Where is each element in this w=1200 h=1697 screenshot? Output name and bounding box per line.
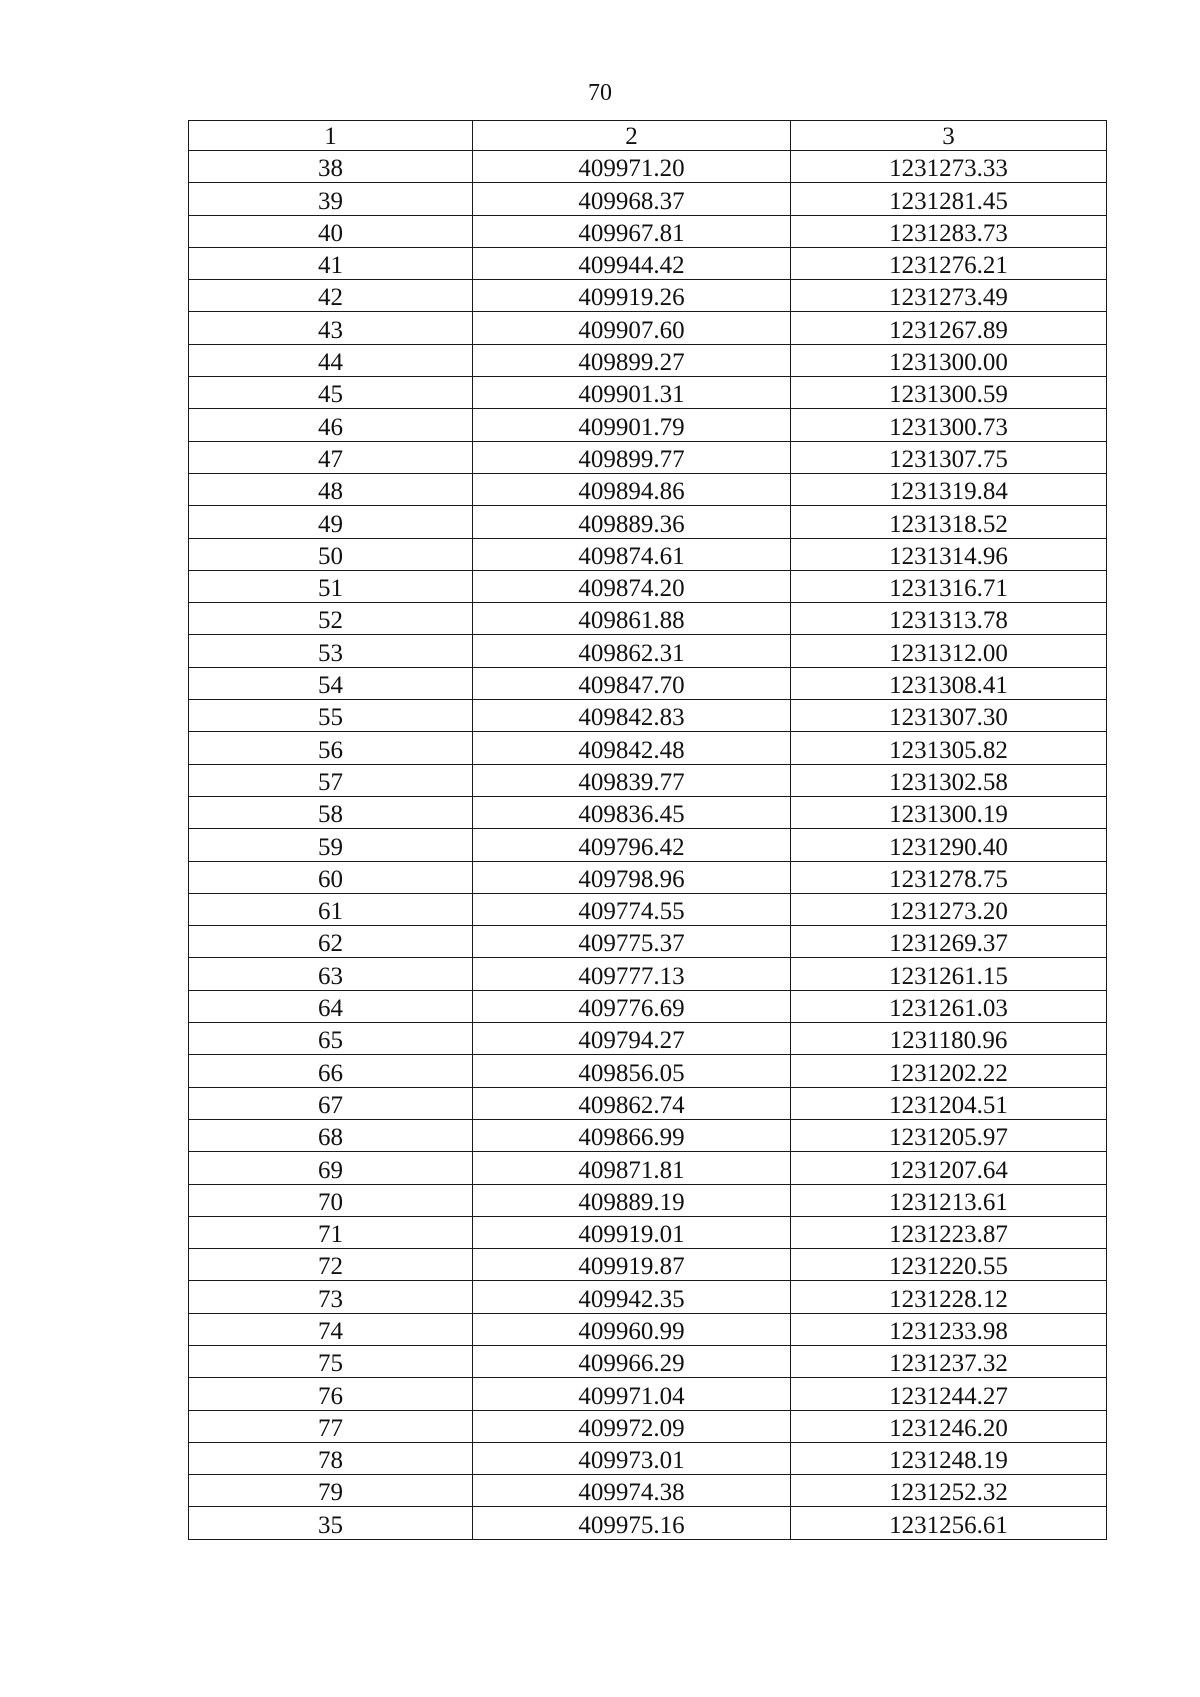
y-coordinate-cell: 1231204.51	[791, 1087, 1107, 1119]
y-coordinate-cell: 1231273.20	[791, 893, 1107, 925]
x-coordinate-cell: 409774.55	[473, 893, 791, 925]
x-coordinate-cell: 409889.19	[473, 1184, 791, 1216]
y-coordinate-cell: 1231205.97	[791, 1119, 1107, 1151]
column-header-1: 1	[189, 121, 473, 151]
y-coordinate-cell: 1231248.19	[791, 1442, 1107, 1474]
y-coordinate-cell: 1231269.37	[791, 926, 1107, 958]
table-row	[189, 829, 1107, 861]
table-row	[189, 958, 1107, 990]
x-coordinate-cell: 409899.27	[473, 344, 791, 376]
y-coordinate-cell: 1231316.71	[791, 570, 1107, 602]
point-number-cell: 45	[189, 377, 473, 409]
y-coordinate-cell: 1231312.00	[791, 635, 1107, 667]
point-number-cell: 52	[189, 603, 473, 635]
x-coordinate-cell: 409862.31	[473, 635, 791, 667]
y-coordinate-cell: 1231318.52	[791, 506, 1107, 538]
y-coordinate-cell: 1231252.32	[791, 1475, 1107, 1507]
point-number-cell: 38	[189, 151, 473, 183]
table-row	[189, 183, 1107, 215]
y-coordinate-cell: 1231283.73	[791, 215, 1107, 247]
y-coordinate-cell: 1231300.19	[791, 796, 1107, 828]
point-number-cell: 75	[189, 1345, 473, 1377]
y-coordinate-cell: 1231273.33	[791, 151, 1107, 183]
table-row	[189, 926, 1107, 958]
table-header	[189, 121, 1107, 151]
x-coordinate-cell: 409889.36	[473, 506, 791, 538]
point-number-cell: 71	[189, 1216, 473, 1248]
table-row	[189, 1152, 1107, 1184]
x-coordinate-cell: 409894.86	[473, 473, 791, 505]
point-number-cell: 66	[189, 1055, 473, 1087]
table-row	[189, 667, 1107, 699]
x-coordinate-cell: 409842.48	[473, 732, 791, 764]
table-row	[189, 377, 1107, 409]
x-coordinate-cell: 409942.35	[473, 1281, 791, 1313]
y-coordinate-cell: 1231302.58	[791, 764, 1107, 796]
y-coordinate-cell: 1231256.61	[791, 1507, 1107, 1539]
x-coordinate-cell: 409775.37	[473, 926, 791, 958]
table-row	[189, 1281, 1107, 1313]
table-row	[189, 764, 1107, 796]
point-number-cell: 54	[189, 667, 473, 699]
x-coordinate-cell: 409798.96	[473, 861, 791, 893]
y-coordinate-cell: 1231261.15	[791, 958, 1107, 990]
x-coordinate-cell: 409776.69	[473, 990, 791, 1022]
point-number-cell: 63	[189, 958, 473, 990]
point-number-cell: 40	[189, 215, 473, 247]
y-coordinate-cell: 1231290.40	[791, 829, 1107, 861]
point-number-cell: 61	[189, 893, 473, 925]
header-row	[189, 121, 1107, 151]
point-number-cell: 44	[189, 344, 473, 376]
x-coordinate-cell: 409919.01	[473, 1216, 791, 1248]
x-coordinate-cell: 409794.27	[473, 1023, 791, 1055]
table-row	[189, 990, 1107, 1022]
y-coordinate-cell: 1231202.22	[791, 1055, 1107, 1087]
table-row	[189, 441, 1107, 473]
y-coordinate-cell: 1231233.98	[791, 1313, 1107, 1345]
y-coordinate-cell: 1231313.78	[791, 603, 1107, 635]
x-coordinate-cell: 409861.88	[473, 603, 791, 635]
table-row	[189, 1087, 1107, 1119]
y-coordinate-cell: 1231267.89	[791, 312, 1107, 344]
y-coordinate-cell: 1231307.30	[791, 700, 1107, 732]
point-number-cell: 68	[189, 1119, 473, 1151]
table-row	[189, 473, 1107, 505]
point-number-cell: 41	[189, 247, 473, 279]
table-row	[189, 861, 1107, 893]
y-coordinate-cell: 1231261.03	[791, 990, 1107, 1022]
x-coordinate-cell: 409971.04	[473, 1378, 791, 1410]
point-number-cell: 48	[189, 473, 473, 505]
table-row	[189, 700, 1107, 732]
y-coordinate-cell: 1231278.75	[791, 861, 1107, 893]
x-coordinate-cell: 409856.05	[473, 1055, 791, 1087]
y-coordinate-cell: 1231314.96	[791, 538, 1107, 570]
table-row	[189, 1023, 1107, 1055]
y-coordinate-cell: 1231319.84	[791, 473, 1107, 505]
point-number-cell: 70	[189, 1184, 473, 1216]
table-row	[189, 151, 1107, 183]
x-coordinate-cell: 409944.42	[473, 247, 791, 279]
point-number-cell: 74	[189, 1313, 473, 1345]
y-coordinate-cell: 1231273.49	[791, 280, 1107, 312]
point-number-cell: 69	[189, 1152, 473, 1184]
table-row	[189, 1216, 1107, 1248]
y-coordinate-cell: 1231308.41	[791, 667, 1107, 699]
table-row	[189, 1345, 1107, 1377]
page-number: 70	[588, 80, 612, 106]
point-number-cell: 39	[189, 183, 473, 215]
x-coordinate-cell: 409919.26	[473, 280, 791, 312]
point-number-cell: 67	[189, 1087, 473, 1119]
y-coordinate-cell: 1231281.45	[791, 183, 1107, 215]
point-number-cell: 73	[189, 1281, 473, 1313]
point-number-cell: 58	[189, 796, 473, 828]
y-coordinate-cell: 1231305.82	[791, 732, 1107, 764]
table-row	[189, 344, 1107, 376]
table-body	[189, 151, 1107, 1540]
table-row	[189, 893, 1107, 925]
point-number-cell: 49	[189, 506, 473, 538]
point-number-cell: 46	[189, 409, 473, 441]
x-coordinate-cell: 409796.42	[473, 829, 791, 861]
x-coordinate-cell: 409971.20	[473, 151, 791, 183]
y-coordinate-cell: 1231228.12	[791, 1281, 1107, 1313]
x-coordinate-cell: 409862.74	[473, 1087, 791, 1119]
x-coordinate-cell: 409871.81	[473, 1152, 791, 1184]
table-row	[189, 1507, 1107, 1539]
point-number-cell: 35	[189, 1507, 473, 1539]
x-coordinate-cell: 409919.87	[473, 1249, 791, 1281]
point-number-cell: 50	[189, 538, 473, 570]
x-coordinate-cell: 409974.38	[473, 1475, 791, 1507]
point-number-cell: 77	[189, 1410, 473, 1442]
column-header-2: 2	[473, 121, 791, 151]
point-number-cell: 55	[189, 700, 473, 732]
y-coordinate-cell: 1231223.87	[791, 1216, 1107, 1248]
x-coordinate-cell: 409966.29	[473, 1345, 791, 1377]
table-row	[189, 1055, 1107, 1087]
table-row	[189, 409, 1107, 441]
table-row	[189, 1119, 1107, 1151]
table-row	[189, 1249, 1107, 1281]
x-coordinate-cell: 409842.83	[473, 700, 791, 732]
point-number-cell: 53	[189, 635, 473, 667]
x-coordinate-cell: 409967.81	[473, 215, 791, 247]
x-coordinate-cell: 409836.45	[473, 796, 791, 828]
x-coordinate-cell: 409968.37	[473, 183, 791, 215]
point-number-cell: 65	[189, 1023, 473, 1055]
x-coordinate-cell: 409899.77	[473, 441, 791, 473]
table-row	[189, 312, 1107, 344]
y-coordinate-cell: 1231307.75	[791, 441, 1107, 473]
table-row	[189, 1410, 1107, 1442]
y-coordinate-cell: 1231300.59	[791, 377, 1107, 409]
y-coordinate-cell: 1231213.61	[791, 1184, 1107, 1216]
x-coordinate-cell: 409960.99	[473, 1313, 791, 1345]
y-coordinate-cell: 1231207.64	[791, 1152, 1107, 1184]
x-coordinate-cell: 409973.01	[473, 1442, 791, 1474]
y-coordinate-cell: 1231276.21	[791, 247, 1107, 279]
y-coordinate-cell: 1231220.55	[791, 1249, 1107, 1281]
table-row	[189, 635, 1107, 667]
coordinates-table	[188, 120, 1107, 1540]
point-number-cell: 47	[189, 441, 473, 473]
table-row	[189, 1313, 1107, 1345]
point-number-cell: 72	[189, 1249, 473, 1281]
table-row	[189, 1475, 1107, 1507]
x-coordinate-cell: 409874.20	[473, 570, 791, 602]
table-row	[189, 1184, 1107, 1216]
y-coordinate-cell: 1231180.96	[791, 1023, 1107, 1055]
table-row	[189, 538, 1107, 570]
y-coordinate-cell: 1231300.73	[791, 409, 1107, 441]
table-row	[189, 603, 1107, 635]
x-coordinate-cell: 409839.77	[473, 764, 791, 796]
y-coordinate-cell: 1231237.32	[791, 1345, 1107, 1377]
x-coordinate-cell: 409866.99	[473, 1119, 791, 1151]
x-coordinate-cell: 409972.09	[473, 1410, 791, 1442]
point-number-cell: 42	[189, 280, 473, 312]
point-number-cell: 56	[189, 732, 473, 764]
x-coordinate-cell: 409874.61	[473, 538, 791, 570]
point-number-cell: 43	[189, 312, 473, 344]
point-number-cell: 62	[189, 926, 473, 958]
table-row	[189, 506, 1107, 538]
table-row	[189, 732, 1107, 764]
point-number-cell: 59	[189, 829, 473, 861]
x-coordinate-cell: 409901.79	[473, 409, 791, 441]
table-row	[189, 1378, 1107, 1410]
x-coordinate-cell: 409907.60	[473, 312, 791, 344]
table-row	[189, 1442, 1107, 1474]
point-number-cell: 51	[189, 570, 473, 602]
point-number-cell: 78	[189, 1442, 473, 1474]
point-number-cell: 60	[189, 861, 473, 893]
y-coordinate-cell: 1231244.27	[791, 1378, 1107, 1410]
table-row	[189, 796, 1107, 828]
point-number-cell: 79	[189, 1475, 473, 1507]
table-row	[189, 247, 1107, 279]
table-row	[189, 215, 1107, 247]
y-coordinate-cell: 1231246.20	[791, 1410, 1107, 1442]
column-header-3: 3	[791, 121, 1107, 151]
y-coordinate-cell: 1231300.00	[791, 344, 1107, 376]
point-number-cell: 76	[189, 1378, 473, 1410]
point-number-cell: 57	[189, 764, 473, 796]
point-number-cell: 64	[189, 990, 473, 1022]
x-coordinate-cell: 409901.31	[473, 377, 791, 409]
table-row	[189, 570, 1107, 602]
x-coordinate-cell: 409777.13	[473, 958, 791, 990]
x-coordinate-cell: 409847.70	[473, 667, 791, 699]
table-row	[189, 280, 1107, 312]
x-coordinate-cell: 409975.16	[473, 1507, 791, 1539]
